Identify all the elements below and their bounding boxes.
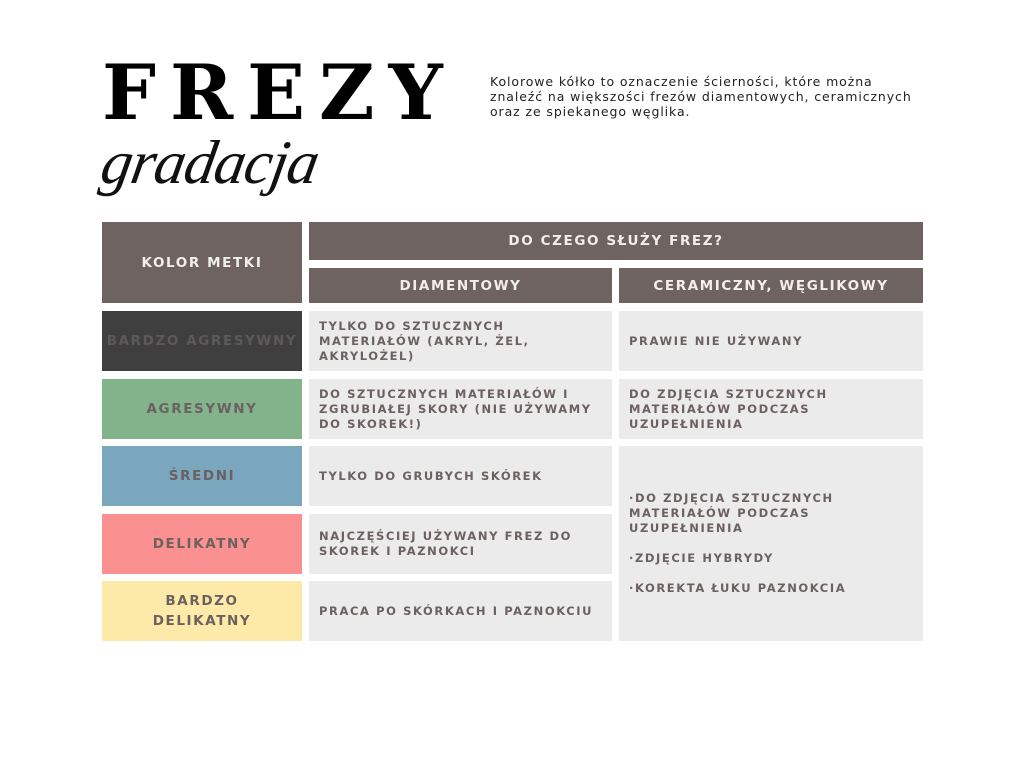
description-text: Kolorowe kółko to oznaczenie ścierności, które można znaleźć na większości frezów diamentowych, ceramicznych oraz ze spiekanego węglika. xyxy=(490,74,912,119)
label-bardzo-delikatny: BARDZO DELIKATNY xyxy=(102,581,302,641)
label-bardzo-agresywny: BARDZO AGRESYWNY xyxy=(102,311,302,371)
diamond-cell: TYLKO DO GRUBYCH SKÓREK xyxy=(309,446,612,506)
header-group: DO CZEGO SŁUŻY FREZ? xyxy=(309,222,923,260)
page-subtitle: gradacja xyxy=(96,129,324,197)
header-diamentowy: DIAMENTOWY xyxy=(309,268,612,303)
header-kolor-metki: KOLOR METKI xyxy=(102,222,302,303)
label-agresywny: AGRESYWNY xyxy=(102,379,302,439)
ceramic-bullet: ·KOREKTA ŁUKU PAZNOKCIA xyxy=(629,581,847,595)
ceramic-cell: DO ZDJĘCIA SZTUCZNYCH MATERIAŁÓW PODCZAS UZUPEŁNIENIA xyxy=(619,379,923,439)
diamond-cell: PRACA PO SKÓRKACH I PAZNOKCIU xyxy=(309,581,612,641)
diamond-cell: DO SZTUCZNYCH MATERIAŁÓW I ZGRUBIAŁEJ SKORY (NIE UŻYWAMY DO SKOREK!) xyxy=(309,379,612,439)
diamond-cell: NAJCZĘŚCIEJ UŻYWANY FREZ DO SKOREK I PAZNOKCI xyxy=(309,514,612,574)
ceramic-cell: PRAWIE NIE UŻYWANY xyxy=(619,311,923,371)
diamond-cell: TYLKO DO SZTUCZNYCH MATERIAŁÓW (AKRYL, ŻEL, AKRYLOŻEL) xyxy=(309,311,612,371)
label-delikatny: DELIKATNY xyxy=(102,514,302,574)
ceramic-bullet: ·DO ZDJĘCIA SZTUCZNYCH MATERIAŁÓW PODCZAS UZUPEŁNIENIA xyxy=(629,491,834,535)
header-ceramiczny: CERAMICZNY, WĘGLIKOWY xyxy=(619,268,923,303)
ceramic-bullet: ·ZDJĘCIE HYBRYDY xyxy=(629,551,774,565)
page-title: FREZY xyxy=(102,48,457,137)
ceramic-merged-cell xyxy=(619,446,923,641)
label-sredni: ŚREDNI xyxy=(102,446,302,506)
